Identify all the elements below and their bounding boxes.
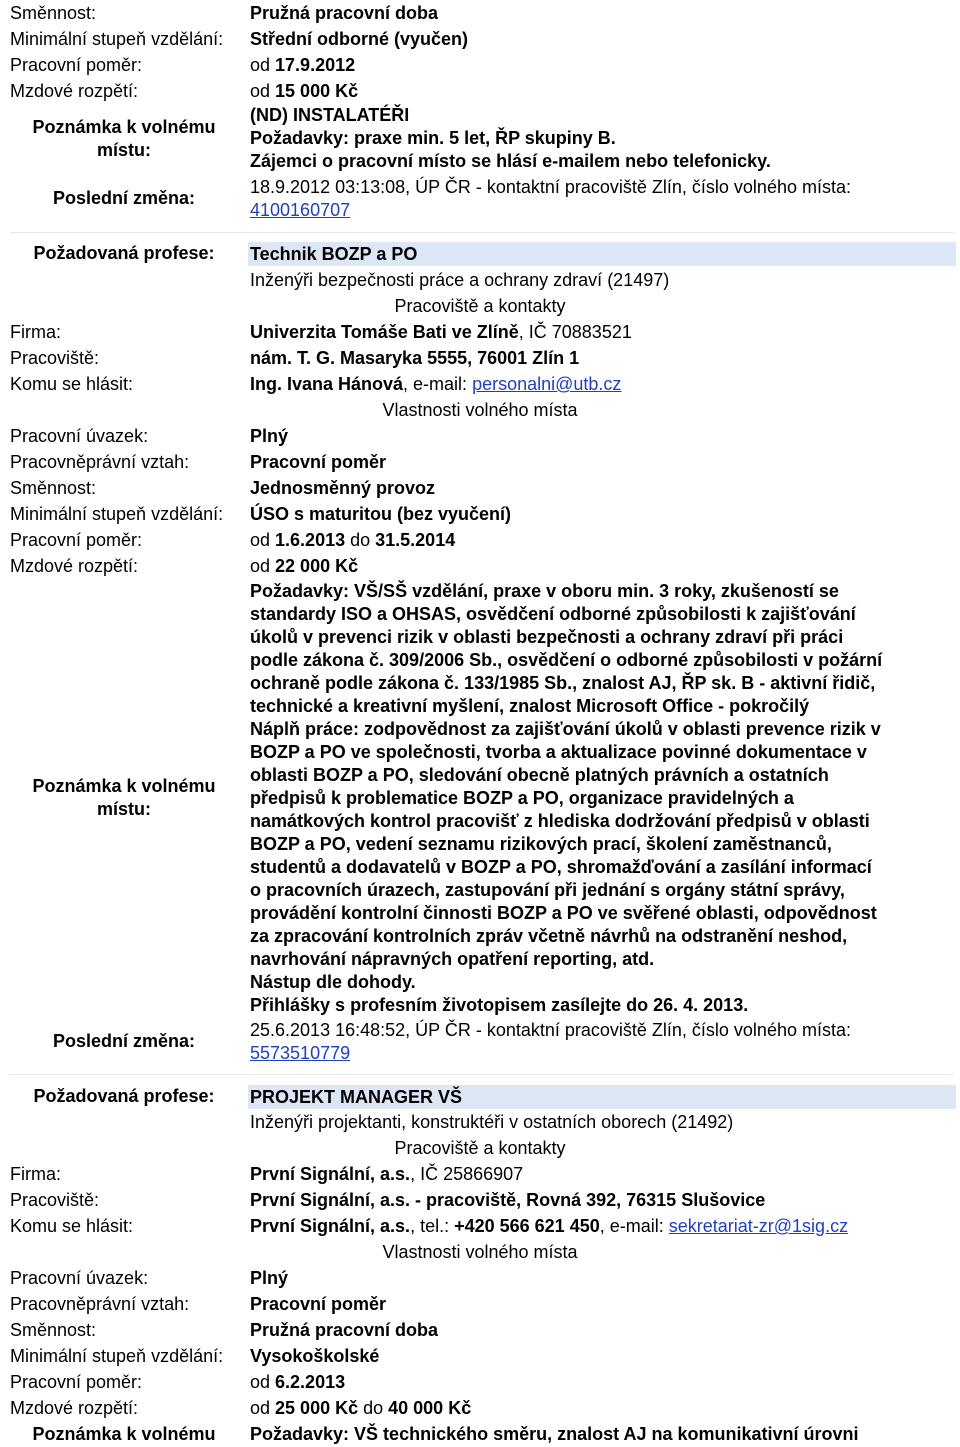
employment-prefix: od <box>250 1372 276 1392</box>
section-contacts: Pracoviště a kontakty <box>394 1138 566 1158</box>
shift-label: Směnnost: <box>10 478 97 498</box>
contact-label: Komu se hlásit: <box>10 374 134 394</box>
employment-label: Pracovní poměr: <box>10 1372 143 1392</box>
company-label: Firma: <box>10 1164 61 1184</box>
profession-category: Inženýři projektanti, konstruktéři v ostatních oborech (21492) <box>250 1112 734 1132</box>
salary-sep: do <box>358 1398 389 1418</box>
relation-value: Pracovní poměr <box>250 452 387 472</box>
note-line: provádění kontrolní činnosti BOZP a PO ve svěřené oblasti, odpovědnost <box>250 903 877 923</box>
last-change-text: 25.6.2013 16:48:52, ÚP ČR - kontaktní pracoviště Zlín, číslo volného místa: <box>250 1020 851 1040</box>
profession-label: Požadovaná profese: <box>33 243 215 263</box>
workload-label: Pracovní úvazek: <box>10 426 149 446</box>
contact-value <box>250 371 621 397</box>
last-change-value <box>250 176 950 222</box>
shift-value: Jednosměnný provoz <box>250 478 436 498</box>
email-link[interactable]: personalni@utb.cz <box>472 374 622 394</box>
company-id: , IČ 70883521 <box>518 322 632 342</box>
note-line: Nástup dle dohody. <box>250 972 416 992</box>
note-line: BOZP a PO, vedení seznamu rizikových prací, školení zaměstnanců, <box>250 834 832 854</box>
note-line: Náplň práce: zodpovědnost za zajišťování úkolů v oblasti prevence rizik v <box>250 719 881 739</box>
salary-prefix: od <box>250 81 276 101</box>
note-line: standardy ISO a OHSAS, osvědčení odborné způsobilosti k zajišťování <box>250 604 856 624</box>
workplace-label: Pracoviště: <box>10 1190 100 1210</box>
divider <box>10 1074 954 1075</box>
employment-label: Pracovní poměr: <box>10 55 143 75</box>
employment-label: Pracovní poměr: <box>10 530 143 550</box>
employment-value <box>250 52 355 78</box>
shift-label: Směnnost: <box>10 1320 97 1340</box>
email-link[interactable]: sekretariat-zr@1sig.cz <box>668 1216 849 1236</box>
employment-value <box>250 527 455 553</box>
profession-category: Inženýři bezpečnosti práce a ochrany zdraví (21497) <box>250 270 670 290</box>
salary-value <box>250 553 358 579</box>
note-line: předpisů k problematice BOZP a PO, organizace pravidelných a <box>250 788 794 808</box>
relation-label: Pracovněprávní vztah: <box>10 452 190 472</box>
salary-label: Mzdové rozpětí: <box>10 1398 139 1418</box>
note-line: o pracovních úrazech, zastupování při jednání s orgány státní správy, <box>250 880 845 900</box>
education-value: Vysokoškolské <box>250 1346 380 1366</box>
last-change-value <box>250 1019 950 1065</box>
note-line: ochraně podle zákona č. 133/1985 Sb., znalost AJ, ŘP sk. B - aktivní řidič, <box>250 673 876 693</box>
note-line: Zájemci o pracovní místo se hlásí e-mailem nebo telefonicky. <box>250 151 771 171</box>
salary-to: 40 000 Kč <box>388 1398 472 1418</box>
contact-label: Komu se hlásit: <box>10 1216 134 1236</box>
note-label-line1: Poznámka k volnému <box>32 117 216 137</box>
last-change-text: 18.9.2012 03:13:08, ÚP ČR - kontaktní pracoviště Zlín, číslo volného místa: <box>250 177 851 197</box>
note-text: Požadavky: VŠ technického směru, znalost AJ na komunikativní úrovni <box>250 1424 859 1444</box>
employment-prefix: od <box>250 530 276 550</box>
note-label-line2: místu: <box>97 799 151 819</box>
salary-from: 25 000 Kč <box>275 1398 359 1418</box>
note-line: Požadavky: praxe min. 5 let, ŘP skupiny B. <box>250 128 616 148</box>
note-line: Požadavky: VŠ/SŠ vzdělání, praxe v oboru min. 3 roky, zkušeností se <box>250 581 839 601</box>
salary-prefix: od <box>250 1398 276 1418</box>
note-line: namátkových kontrol pracovišť z hlediska dodržování předpisů v oblasti <box>250 811 870 831</box>
note-label-line2: místu: <box>97 140 151 160</box>
education-value: ÚSO s maturitou (bez vyučení) <box>250 504 512 524</box>
company-label: Firma: <box>10 322 61 342</box>
education-label: Minimální stupeň vzdělání: <box>10 504 224 524</box>
last-change-label: Poslední změna: <box>52 188 196 208</box>
salary-label: Mzdové rozpětí: <box>10 556 139 576</box>
note-line: (ND) INSTALATÉŘI <box>250 105 410 125</box>
divider <box>10 232 954 233</box>
note-text <box>250 580 950 1017</box>
section-contacts: Pracoviště a kontakty <box>394 296 566 316</box>
employment-value <box>250 1369 345 1395</box>
shift-value: Pružná pracovní doba <box>250 3 439 23</box>
education-value: Střední odborné (vyučen) <box>250 29 469 49</box>
employment-from: 1.6.2013 <box>275 530 346 550</box>
salary-prefix: od <box>250 556 276 576</box>
contact-name: První Signální, a.s. <box>250 1216 411 1236</box>
education-label: Minimální stupeň vzdělání: <box>10 1346 224 1366</box>
note-line: studentů a dodavatelů v BOZP a PO, shromažďování a zasílání informací <box>250 857 872 877</box>
note-line: podle zákona č. 309/2006 Sb., osvědčení o odborné způsobilosti v požární <box>250 650 883 670</box>
contact-value <box>250 1213 848 1239</box>
workplace-value: První Signální, a.s. - pracoviště, Rovná 392, 76315 Slušovice <box>250 1190 766 1210</box>
shift-value: Pružná pracovní doba <box>250 1320 439 1340</box>
company-name: Univerzita Tomáše Bati ve Zlíně <box>250 322 519 342</box>
note-text <box>250 104 950 173</box>
company-value <box>250 319 632 345</box>
relation-value: Pracovní poměr <box>250 1294 387 1314</box>
section-properties: Vlastnosti volného místa <box>382 1242 578 1262</box>
contact-name: Ing. Ivana Hánová <box>250 374 404 394</box>
workplace-label: Pracoviště: <box>10 348 100 368</box>
vacancy-number-link[interactable]: 4100160707 <box>250 200 351 220</box>
workload-value: Plný <box>250 1268 289 1288</box>
salary-value <box>250 1395 471 1421</box>
workload-label: Pracovní úvazek: <box>10 1268 149 1288</box>
company-id: , IČ 25866907 <box>410 1164 524 1184</box>
note-label-line1: Poznámka k volnému <box>32 776 216 796</box>
contact-phone: +420 566 621 450 <box>454 1216 600 1236</box>
note-line: oblasti BOZP a PO, sledování obecně platných právních a ostatních <box>250 765 829 785</box>
relation-label: Pracovněprávní vztah: <box>10 1294 190 1314</box>
salary-value <box>250 78 358 104</box>
note-line: úkolů v prevenci rizik v oblasti bezpečnosti a ochrany zdraví při práci <box>250 627 844 647</box>
company-value <box>250 1161 523 1187</box>
note-line: Přihlášky s profesním životopisem zasílejte do 26. 4. 2013. <box>250 995 749 1015</box>
note-label <box>10 775 238 821</box>
profession-label: Požadovaná profese: <box>33 1086 215 1106</box>
education-label: Minimální stupeň vzdělání: <box>10 29 224 49</box>
section-properties: Vlastnosti volného místa <box>382 400 578 420</box>
salary-amount: 15 000 Kč <box>275 81 359 101</box>
note-line: technické a kreativní myšlení, znalost Microsoft Office - pokročilý <box>250 696 810 716</box>
workload-value: Plný <box>250 426 289 446</box>
shift-label: Směnnost: <box>10 3 97 23</box>
profession-title: PROJEKT MANAGER VŠ <box>248 1085 956 1109</box>
employment-sep: do <box>345 530 376 550</box>
vacancy-number-link[interactable]: 5573510779 <box>250 1043 351 1063</box>
contact-sep: , tel.: <box>410 1216 455 1236</box>
workplace-value: nám. T. G. Masaryka 5555, 76001 Zlín 1 <box>250 348 580 368</box>
contact-sep: , e-mail: <box>599 1216 669 1236</box>
contact-sep: , e-mail: <box>403 374 473 394</box>
employment-prefix: od <box>250 55 276 75</box>
last-change-label: Poslední změna: <box>52 1031 196 1051</box>
note-line: za zpracování kontrolních zpráv včetně návrhů na odstranění neshod, <box>250 926 848 946</box>
salary-amount: 22 000 Kč <box>275 556 359 576</box>
employment-to: 31.5.2014 <box>375 530 456 550</box>
salary-label: Mzdové rozpětí: <box>10 81 139 101</box>
note-line: navrhování nápravných opatření reporting, atd. <box>250 949 655 969</box>
note-label <box>10 116 238 162</box>
employment-from: 6.2.2013 <box>275 1372 346 1392</box>
profession-title: Technik BOZP a PO <box>248 242 956 266</box>
note-label: Poznámka k volnému <box>32 1424 216 1444</box>
note-line: BOZP a PO ve společnosti, tvorba a aktualizace povinné dokumentace v <box>250 742 867 762</box>
company-name: První Signální, a.s. <box>250 1164 411 1184</box>
employment-date: 17.9.2012 <box>275 55 356 75</box>
